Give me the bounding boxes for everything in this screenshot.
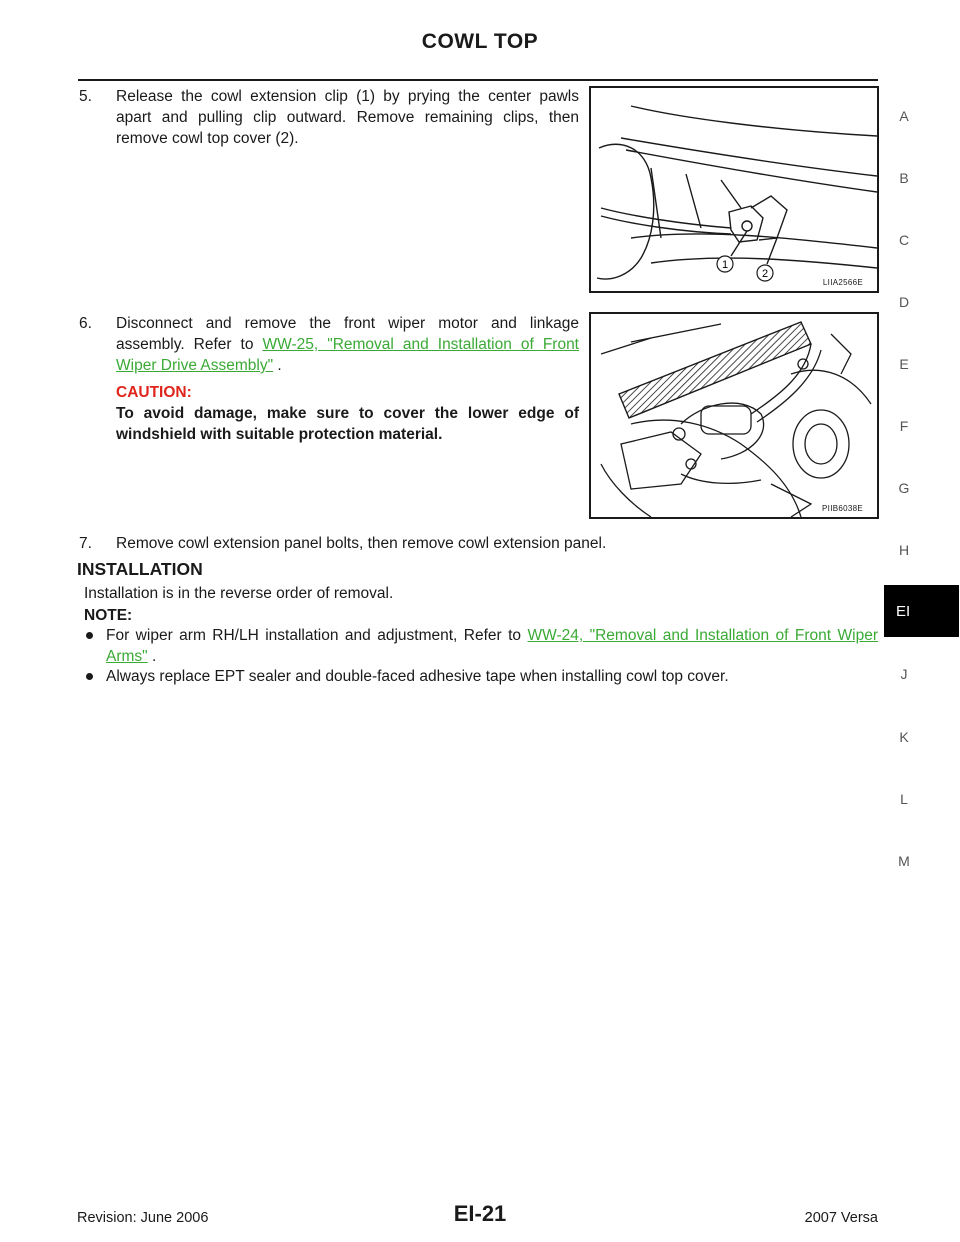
bullet-1-text-after: . [147, 648, 157, 665]
caution-heading: CAUTION: [116, 384, 192, 401]
bullet-2-text: Always replace EPT sealer and double-faced adhesive tape when installing cowl top cover. [106, 668, 729, 685]
side-tab-d[interactable]: D [898, 294, 910, 310]
side-tab-b[interactable]: B [899, 170, 909, 186]
link-ww25[interactable]: WW-25, "Removal and Installation of Front Wiper Drive Assembly" [116, 336, 579, 374]
step-5-number: 5. [79, 88, 92, 105]
side-tab-g[interactable]: G [898, 480, 910, 496]
bullet-dot [86, 632, 93, 639]
cowl-clip-illustration [591, 88, 877, 291]
installation-intro: Installation is in the reverse order of removal. [84, 585, 394, 602]
side-tab-m[interactable]: M [898, 853, 910, 869]
bullet-1-text-before: For wiper arm RH/LH installation and adjustment, Refer to [106, 627, 528, 644]
side-tab-e[interactable]: E [899, 356, 909, 372]
side-tab-a[interactable]: A [899, 108, 909, 124]
bullet-item-1 [86, 625, 878, 667]
side-tab-c[interactable]: C [898, 232, 910, 248]
bullet-item-2 [86, 666, 878, 687]
side-tab-f[interactable]: F [899, 418, 909, 434]
side-tab-k[interactable]: K [899, 729, 909, 745]
step-6 [79, 313, 579, 445]
step-6-number: 6. [79, 315, 92, 332]
step-6-text-before: Disconnect and remove the front wiper motor and linkage assembly. Refer to [116, 315, 579, 353]
figure-wiper-motor [589, 312, 879, 519]
side-tab-ei-active[interactable]: EI [884, 585, 959, 637]
side-tab-l[interactable]: L [900, 791, 908, 807]
step-7-text: Remove cowl extension panel bolts, then remove cowl extension panel. [116, 535, 607, 552]
step-6-text-after: . [273, 357, 282, 374]
bullet-dot [86, 673, 93, 680]
section-heading-installation: INSTALLATION [77, 559, 203, 579]
header-rule [78, 79, 878, 81]
callout-2-label: 2 [761, 268, 769, 280]
side-tab-j[interactable]: J [900, 666, 908, 682]
figure-code: PIIB6038E [822, 504, 863, 513]
step-5 [79, 86, 579, 149]
bullet-1-text [106, 625, 878, 667]
caution-text: To avoid damage, make sure to cover the lower edge of windshield with suitable protection material. [116, 405, 579, 443]
figure-cowl-clip [589, 86, 879, 293]
note-heading: NOTE: [84, 607, 133, 624]
figure-code: LIIA2566E [822, 278, 863, 287]
step-7-number: 7. [79, 535, 92, 552]
callout-1-label: 1 [721, 259, 729, 271]
link-ww24[interactable]: WW-24, "Removal and Installation of Front Wiper Arms" [106, 627, 878, 665]
footer-revision: Revision: June 2006 [77, 1210, 209, 1226]
step-6-text [116, 313, 579, 376]
side-tab-h[interactable]: H [898, 542, 910, 558]
footer-page-number: EI-21 [453, 1201, 507, 1226]
caution-block [116, 382, 579, 445]
wiper-motor-illustration [591, 314, 877, 517]
step-7 [79, 533, 879, 554]
step-5-text: Release the cowl extension clip (1) by prying the center pawls apart and pulling clip outward. Remove remaining clips, then remove cowl top cover (2). [116, 88, 579, 147]
footer-model: 2007 Versa [804, 1210, 878, 1226]
page-title: COWL TOP [421, 30, 539, 53]
